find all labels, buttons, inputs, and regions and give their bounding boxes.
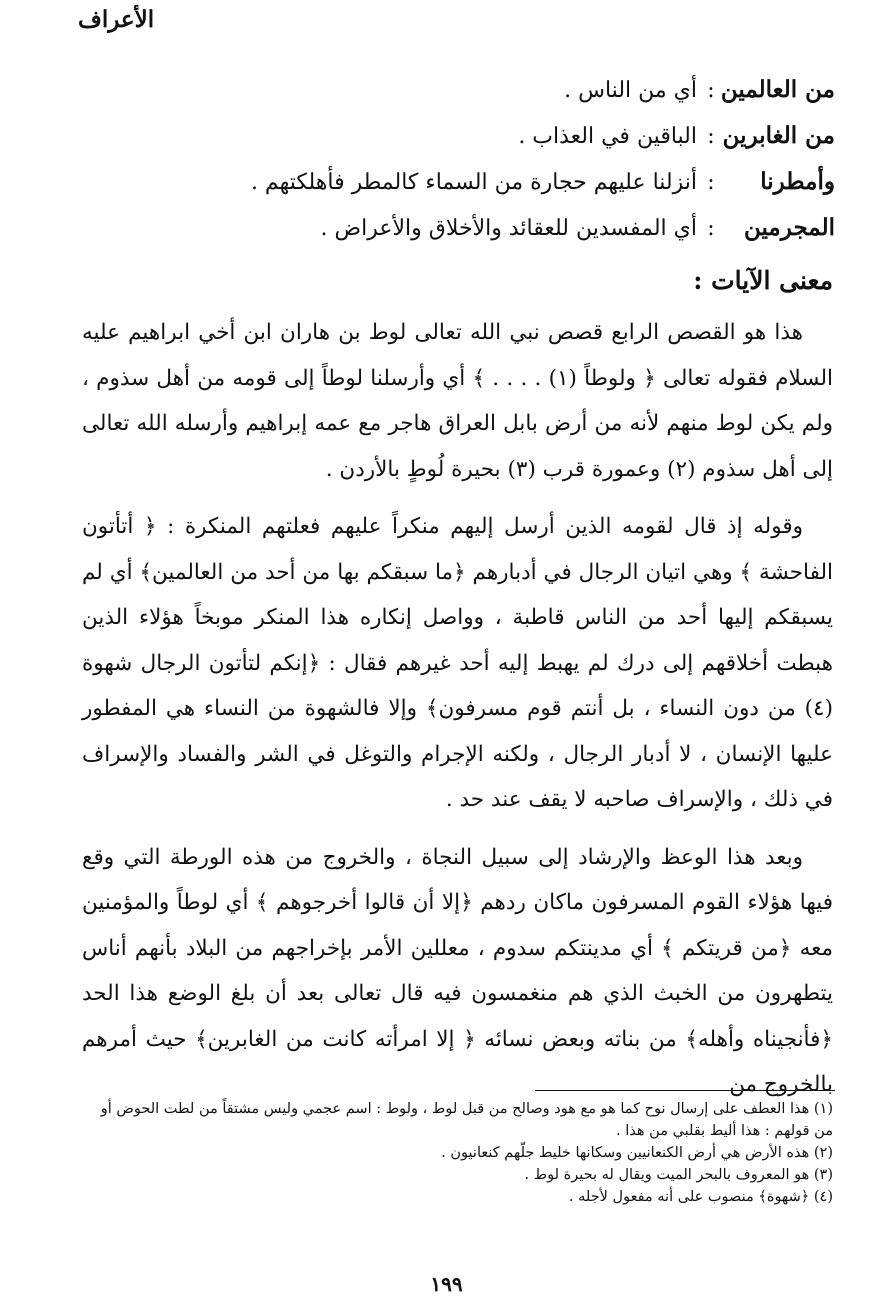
paragraph: وبعد هذا الوعظ والإرشاد إلى سبيل النجاة ، والخروج من هذه الورطة التي وقع فيها هؤلاء القوم المسرفون ماكان ردهم ﴿إلا أن قالوا أخرجوهم ﴾ أي لوطاً والمؤمنين معه ﴿من قريتكم ﴾ أي مدينتكم سدوم ، معللين الأمر بإخراجهم من البلاد بأنهم أناس يتطهرون من الخبث الذي هم منغمسون فيه قال تعالى بعد أن بلغ الوضع هذا الحد ﴿فأنجيناه وأهله﴾ من بناته وبعض نسائه ﴿ إلا امرأته كانت من الغابرين﴾ حيث أمرهم بالخروج من	[82, 844, 833, 1097]
vocabulary-separator: :	[707, 170, 715, 195]
running-header: الأعراف	[78, 6, 155, 33]
vocabulary-definition: أي من الناس .	[564, 78, 697, 103]
footnotes	[80, 1098, 833, 1208]
footnote: (٣) هو المعروف بالبحر الميت ويقال له بحيرة لوط .	[524, 1167, 833, 1183]
footnote-divider	[535, 1090, 835, 1091]
vocabulary-term: من الغابرين	[722, 122, 835, 149]
section-title: معنى الآيات :	[693, 266, 833, 295]
vocabulary-separator: :	[707, 78, 715, 103]
vocabulary-separator: :	[707, 124, 715, 149]
footnote: (٤) ﴿شهوة﴾ منصوب على أنه مفعول لأجله .	[568, 1189, 833, 1205]
vocabulary-term: وأمطرنا	[760, 168, 835, 195]
vocabulary-list	[75, 76, 835, 260]
footnote: (٢) هذه الأرض هي أرض الكنعانيين وسكانها خليط جلّهم كنعانيون .	[441, 1145, 833, 1161]
vocabulary-row	[75, 122, 835, 168]
paragraph: وقوله إذ قال لقومه الذين أرسل إليهم منكراً عليهم فعلتهم المنكرة : ﴿ أتأتون الفاحشة ﴾ وهي اتيان الرجال في أدبارهم ﴿ما سبقكم بها من أحد من العالمين﴾ أي لم يسبقكم إليها أحد من الناس قاطبة ، وواصل إنكاره هذا المنكر موبخاً هؤلاء الذين هبطت أخلاقهم إلى درك لم يهبط إليه أحد غيرهم فقال : ﴿إنكم لتأتون الرجال شهوة (٤) من دون النساء ، بل أنتم قوم مسرفون﴾ وإلا فالشهوة من النساء هي المفطور عليها الإنسان ، لا أدبار الرجال ، ولكنه الإجرام والتوغل في الشر والفساد والإسراف في ذلك ، والإسراف صاحبه لا يقف عند حد .	[82, 514, 833, 812]
body-text	[82, 310, 833, 1120]
vocabulary-definition: أي المفسدين للعقائد والأخلاق والأعراض .	[320, 216, 697, 241]
vocabulary-term: من العالمين	[720, 76, 835, 103]
vocabulary-definition: أنزلنا عليهم حجارة من السماء كالمطر فأهلكتهم .	[250, 170, 697, 195]
vocabulary-row	[75, 76, 835, 122]
vocabulary-separator: :	[707, 216, 715, 241]
vocabulary-definition: الباقين في العذاب .	[518, 124, 697, 149]
page-number: ١٩٩	[430, 1272, 463, 1296]
footnote: (١) هذا العطف على إرسال نوح كما هو مع هود وصالح من قبل لوط ، ولوط : اسم عجمي وليس مشتقاً من لطت الحوض أو من قولهم : هذا أليط بقلبي من هذا .	[100, 1101, 833, 1139]
paragraph: هذا هو القصص الرابع قصص نبي الله تعالى لوط بن هاران ابن أخي ابراهيم عليه السلام فقوله تعالى ﴿ ولوطاً (١) . . . . ﴾ أي وأرسلنا لوطاً إلى قومه من أهل سذوم ، ولم يكن لوط منهم لأنه من أرض بابل العراق هاجر مع عمه إبراهيم وأرسله الله تعالى إلى أهل سذوم (٢) وعمورة قرب (٣) بحيرة لُوطٍ بالأردن .	[82, 320, 833, 482]
vocabulary-term: المجرمين	[743, 214, 835, 241]
vocabulary-row	[75, 168, 835, 214]
vocabulary-row	[75, 214, 835, 260]
